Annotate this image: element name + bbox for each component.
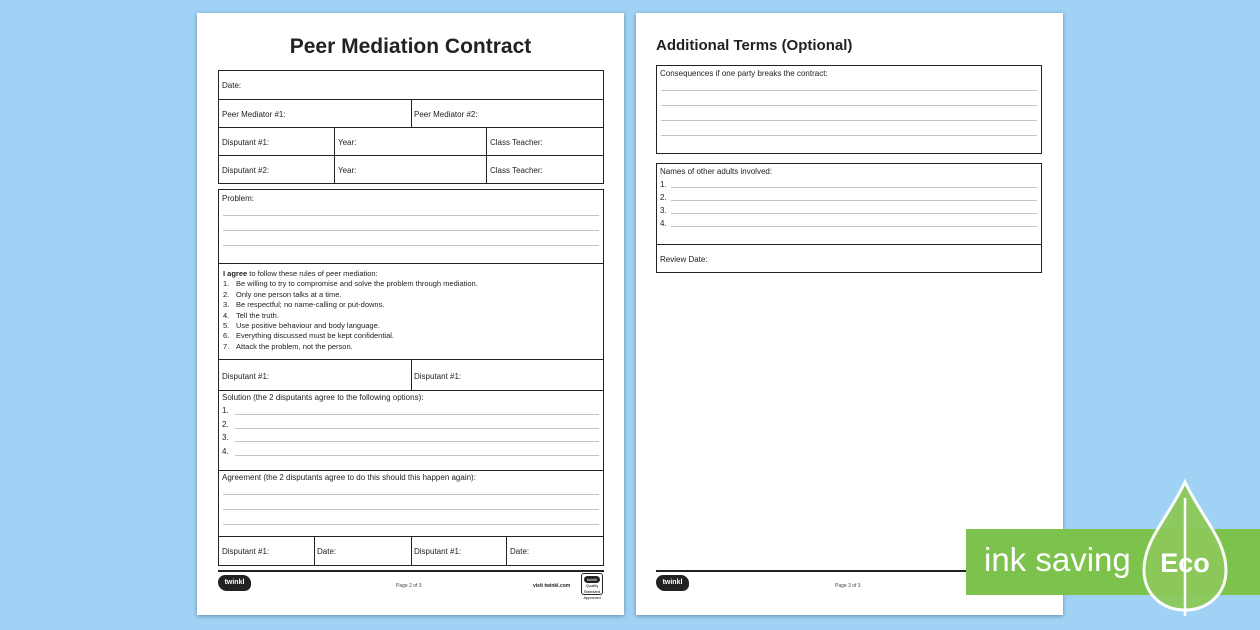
writing-line: [223, 230, 599, 231]
year-1-label: Year:: [338, 138, 357, 147]
details-table: [218, 70, 604, 184]
writing-line: [223, 245, 599, 246]
signature-disputant-1-label: Disputant #1:: [222, 372, 270, 381]
rule-item: 6. Everything discussed must be kept confidential.: [223, 331, 395, 341]
quality-badge-icon: twinkl Quality Standard Approved: [581, 573, 603, 595]
rule-item: 5. Use positive behaviour and body language.: [223, 321, 380, 331]
disputant-1-label: Disputant #1:: [222, 138, 270, 147]
page-number: Page 2 of 3: [396, 583, 422, 589]
peer-mediator-2-label: Peer Mediator #2:: [414, 110, 478, 119]
visit-link-text: visit twinkl.com: [533, 583, 571, 589]
divider: [486, 127, 487, 184]
rules-intro: I agree to follow these rules of peer mediation:: [223, 269, 378, 278]
ink-saving-text: ink saving: [984, 541, 1131, 578]
adults-label: Names of other adults involved:: [660, 167, 773, 176]
problem-label: Problem:: [222, 194, 255, 203]
final-disputant-1-label: Disputant #1:: [222, 547, 270, 556]
class-teacher-1-label: Class Teacher:: [490, 138, 543, 147]
consequences-label: Consequences if one party breaks the contract:: [660, 69, 828, 78]
divider: [411, 99, 412, 127]
adult-number: 2.: [660, 193, 667, 202]
rule-item: 2. Only one person talks at a time.: [223, 289, 342, 299]
solution-number: 1.: [222, 406, 229, 415]
writing-line: [671, 200, 1037, 201]
divider: [314, 536, 315, 566]
divider: [219, 390, 603, 391]
rule-item: 4. Tell the truth.: [223, 310, 279, 320]
agreement-table: [218, 189, 604, 566]
contract-page-2: [636, 13, 1063, 615]
divider: [219, 155, 603, 156]
writing-line: [223, 509, 599, 510]
year-2-label: Year:: [338, 166, 357, 175]
writing-line: [671, 226, 1037, 227]
divider: [506, 536, 507, 566]
divider: [411, 359, 412, 390]
writing-line: [223, 215, 599, 216]
writing-line: [661, 135, 1037, 136]
divider: [219, 127, 603, 128]
rule-item: 3. Be respectful; no name-calling or put-downs.: [223, 300, 385, 310]
twinkl-logo: twinkl: [656, 575, 689, 591]
contract-page-1: [197, 13, 624, 615]
rule-item: 7. Attack the problem, not the person.: [223, 341, 353, 351]
solution-label: Solution (the 2 disputants agree to the following options):: [222, 393, 424, 402]
twinkl-logo: twinkl: [218, 575, 251, 591]
date-field-label: Date:: [222, 81, 242, 90]
writing-line: [671, 213, 1037, 214]
divider: [657, 244, 1041, 245]
class-teacher-2-label: Class Teacher:: [490, 166, 543, 175]
solution-number: 2.: [222, 420, 229, 429]
rules-list: [223, 269, 478, 352]
writing-line: [223, 494, 599, 495]
divider: [411, 536, 412, 566]
rule-item: 1. Be willing to try to compromise and solve the problem through mediation.: [223, 279, 478, 289]
eco-badge-text: Eco: [1160, 548, 1210, 578]
final-disputant-2-label: Disputant #1:: [414, 547, 462, 556]
signature-disputant-2-label: Disputant #1:: [414, 372, 462, 381]
consequences-box: [656, 65, 1042, 154]
footer-rule: [218, 570, 604, 572]
final-date-2-label: Date:: [510, 547, 530, 556]
writing-line: [661, 120, 1037, 121]
adult-number: 1.: [660, 180, 667, 189]
writing-line: [661, 90, 1037, 91]
writing-line: [235, 441, 599, 442]
writing-line: [235, 414, 599, 415]
adult-number: 3.: [660, 206, 667, 215]
page-title: Additional Terms (Optional): [656, 37, 853, 54]
writing-line: [671, 187, 1037, 188]
page-title: Peer Mediation Contract: [289, 35, 532, 58]
agreement-label: Agreement (the 2 disputants agree to do this should this happen again):: [222, 473, 476, 482]
solution-number: 4.: [222, 447, 229, 456]
solution-number: 3.: [222, 433, 229, 442]
writing-line: [661, 105, 1037, 106]
writing-line: [223, 524, 599, 525]
review-date-label: Review Date:: [660, 255, 708, 264]
peer-mediator-1-label: Peer Mediator #1:: [222, 110, 286, 119]
adults-review-box: [656, 163, 1042, 273]
divider: [334, 127, 335, 184]
page-number: Page 3 of 3: [835, 583, 861, 589]
writing-line: [235, 428, 599, 429]
writing-line: [235, 455, 599, 456]
eco-leaf-icon: [1130, 478, 1240, 618]
divider: [219, 470, 603, 471]
adult-number: 4.: [660, 219, 667, 228]
rules-section: [219, 263, 603, 359]
final-date-1-label: Date:: [317, 547, 337, 556]
disputant-2-label: Disputant #2:: [222, 166, 270, 175]
